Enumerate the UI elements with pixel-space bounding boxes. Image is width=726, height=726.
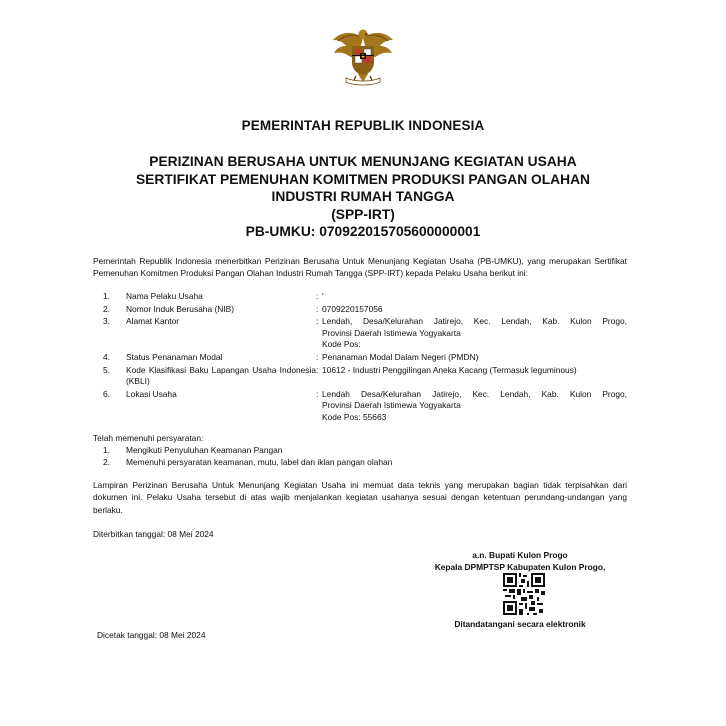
item-number: 1. (103, 445, 110, 455)
value-line: 0709220157056 (322, 303, 383, 314)
business-details-list (93, 291, 627, 425)
list-item (93, 389, 627, 424)
item-number: 2. (103, 456, 110, 467)
item-number: 6. (103, 388, 110, 399)
value-line: Kode Pos: 55663 (322, 411, 387, 422)
electronic-signature-note: Ditandatangani secara elektronik (454, 619, 586, 629)
value-line: 10612 - Industri Penggilingan Aneka Kacang (Termasuk leguminous) (322, 364, 577, 375)
title-line: SERTIFIKAT PEMENUHAN KOMITMEN PRODUKSI PANGAN OLAHAN (135, 171, 591, 187)
intro-paragraph: Pemerintah Republik Indonesia menerbitkan Perizinan Berusaha Untuk Menunjang Kegiatan Usaha (PB-UMKU), yang merupakan Sertifikat Pemenuhan Komitmen Produksi Pangan Olahan Industri Rumah Tangga (SPP-IRT) kepada Pelaku Usaha berikut ini: (93, 256, 627, 278)
list-item (93, 445, 392, 457)
item-label: Kode Klasifikasi Baku Lapangan Usaha Indonesia (KBLI) (126, 364, 316, 387)
item-colon: : (316, 303, 319, 314)
value-line: Lendah, Desa/Kelurahan Jatirejo, Kec. Lendah, Kab. Kulon Progo, (322, 316, 627, 327)
item-value (322, 304, 627, 316)
government-heading: PEMERINTAH REPUBLIK INDONESIA (241, 118, 485, 133)
item-colon: : (316, 316, 319, 327)
printed-date: Dicetak tanggal: 08 Mei 2024 (97, 630, 206, 640)
item-number: 5. (103, 364, 110, 375)
title-line: PERIZINAN BERUSAHA UNTUK MENUNJANG KEGIATAN USAHA (149, 154, 577, 169)
value-line: Provinsi Daerah Istimewa Yogyakarta (322, 400, 461, 411)
requirements-heading: Telah memenuhi persyaratan: (93, 433, 204, 443)
item-number: 3. (103, 316, 110, 327)
item-label: Lokasi Usaha (126, 388, 177, 399)
item-number: 1. (103, 291, 110, 301)
value-line: Penanaman Modal Dalam Negeri (PMDN) (322, 351, 479, 362)
requirement-text: Memenuhi persyaratan keamanan, mutu, label dan iklan pangan olahan (126, 456, 393, 467)
item-label: Status Penanaman Modal (126, 351, 223, 362)
item-value (322, 316, 627, 351)
item-label: Alamat Kantor (126, 316, 180, 327)
signatory-title: Kepala DPMPTSP Kabupaten Kulon Progo, (434, 561, 606, 572)
list-item (93, 304, 627, 316)
value-line: Kode Pos: (322, 339, 361, 350)
list-item (93, 365, 627, 388)
value-line: Provinsi Daerah Istimewa Yogyakarta (322, 327, 461, 338)
item-colon: : (316, 364, 319, 375)
list-item (93, 457, 392, 469)
title-line: INDUSTRI RUMAH TANGGA (271, 189, 455, 204)
certificate-title (0, 153, 726, 241)
garuda-emblem-icon (330, 24, 396, 90)
item-label: Nomor Induk Berusaha (NIB) (126, 303, 234, 314)
item-colon: : (316, 351, 319, 362)
permit-number: PB-UMKU: 070922015705600000001 (245, 224, 481, 239)
title-line: (SPP-IRT) (331, 206, 395, 222)
item-value (322, 389, 627, 424)
list-item (93, 352, 627, 364)
item-value (322, 291, 627, 303)
issued-date: Diterbitkan tanggal: 08 Mei 2024 (93, 529, 214, 539)
signatory-line: a.n. Bupati Kulon Progo (472, 550, 568, 560)
item-number: 2. (103, 303, 110, 314)
list-item (93, 316, 627, 351)
item-value (322, 365, 627, 388)
item-label: Nama Pelaku Usaha (126, 291, 203, 301)
item-colon: : (316, 291, 319, 301)
item-value (322, 352, 627, 364)
item-colon: : (316, 388, 319, 399)
requirements-list (93, 445, 392, 468)
list-item (93, 291, 627, 303)
signature-block (420, 550, 620, 573)
attachment-note: Lampiran Perizinan Berusaha Untuk Menunjang Kegiatan Usaha ini memuat data teknis yang merupakan bagian tidak terpisahkan dari dokumen ini. Pelaku Usaha tersebut di atas wajib menjalankan kegiatan usahanya sesuai dengan ketentuan perundang-undangan yang berlaku. (93, 480, 627, 515)
value-line: ' (322, 291, 324, 301)
value-line: Lendah Desa/Kelurahan Jatirejo, Kec. Lendah, Kab. Kulon Progo, (322, 388, 627, 399)
requirement-text: Mengikuti Penyuluhan Keamanan Pangan (126, 445, 283, 455)
qr-code-icon (503, 573, 545, 615)
item-number: 4. (103, 351, 110, 362)
